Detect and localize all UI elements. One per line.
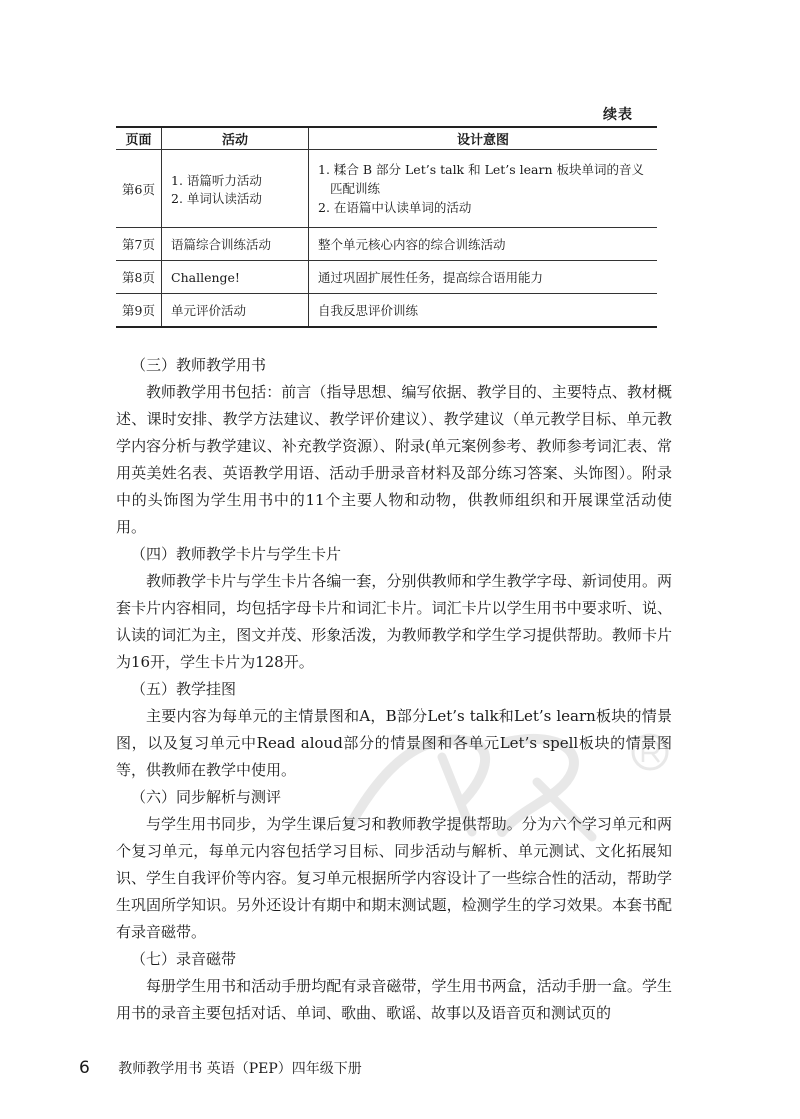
table-row <box>116 261 657 294</box>
activity-design-table <box>116 126 657 328</box>
section-paragraph: 与学生用书同步，为学生课后复习和教师教学提供帮助。分为六个学习单元和两个复习单元，每单元内容包括学习目标、同步活动与解析、单元测试、文化拓展知识、学生自我评价等内容。复习单元根据所学内容设计了一些综合性的活动，帮助学生巩固所学知识。另外还设计有期中和期末测试题，检测学生的学习效果。本套书配有录音磁带。 <box>116 815 672 941</box>
page-footer <box>79 1058 362 1078</box>
header-design-intent: 设计意图 <box>309 127 658 150</box>
activity-line: 1. 语篇听力活动 <box>171 172 262 188</box>
header-activity: 活动 <box>162 127 309 150</box>
section-paragraph: 教师教学卡片与学生卡片各编一套，分别供教师和学生教学字母、新词使用。两套卡片内容相同，均包括字母卡片和词汇卡片。词汇卡片以学生用书中要求听、说、认读的词汇为主，图文并茂、形象活泼，为教师教学和学生学习提供帮助。教师卡片为16开，学生卡片为128开。 <box>116 572 672 671</box>
intent-cell: 自我反思评价训练 <box>309 294 658 328</box>
body-content <box>116 352 672 1027</box>
activity-cell: 语篇综合训练活动 <box>162 228 309 261</box>
section-paragraph: 每册学生用书和活动手册均配有录音磁带，学生用书两盒，活动手册一盒。学生用书的录音主要包括对话、单词、歌曲、歌谣、故事以及语音页和测试页的 <box>116 977 672 1022</box>
section-heading-teacher-book: （三）教师教学用书 <box>131 356 267 374</box>
header-page: 页面 <box>116 127 162 150</box>
section-paragraph: 教师教学用书包括：前言（指导思想、编写依据、教学目的、主要特点、教材概述、课时安排、教学方法建议、教学评价建议）、教学建议（单元教学目标、单元教学内容分析与教学建议、补充教学资源）、附录(单元案例参考、教师参考词汇表、常用英美姓名表、英语教学用语、活动手册录音材料及部分练习答案、头饰图）。附录中的头饰图为学生用书中的11个主要人物和动物，供教师组织和开展课堂活动使用。 <box>116 383 672 536</box>
continued-table-label: 续表 <box>603 107 633 123</box>
table-row <box>116 294 657 328</box>
intent-line: 1. 糅合 B 部分 Let’s talk 和 Let’s learn 板块单词的音义匹配训练 <box>318 162 645 196</box>
page-number: 6 <box>79 1058 90 1078</box>
table-row <box>116 150 657 228</box>
intent-cell: 通过巩固扩展性任务，提高综合语用能力 <box>309 261 658 294</box>
section-heading-wall-charts: （五）教学挂图 <box>131 680 237 698</box>
section-heading-tapes: （七）录音磁带 <box>131 950 237 968</box>
section-heading-cards: （四）教师教学卡片与学生卡片 <box>131 545 342 563</box>
table-row <box>116 228 657 261</box>
page-cell: 第8页 <box>116 261 162 294</box>
activity-line: 2. 单词认读活动 <box>171 190 262 206</box>
table-header-row <box>116 127 657 150</box>
intent-cell: 整个单元核心内容的综合训练活动 <box>309 228 658 261</box>
intent-cell <box>309 150 658 228</box>
page-cell: 第7页 <box>116 228 162 261</box>
activity-cell: 单元评价活动 <box>162 294 309 328</box>
page-cell: 第9页 <box>116 294 162 328</box>
activity-cell <box>162 150 309 228</box>
page-cell: 第6页 <box>116 150 162 228</box>
intent-line: 2. 在语篇中认读单词的活动 <box>318 200 472 215</box>
section-heading-sync-analysis: （六）同步解析与测评 <box>131 788 282 806</box>
book-title: 教师教学用书 英语（PEP）四年级下册 <box>118 1061 362 1077</box>
section-paragraph: 主要内容为每单元的主情景图和A，B部分Let’s talk和Let’s learn板块的情景图，以及复习单元中Read aloud部分的情景图和各单元Let’s spell板块的情景图等，供教师在教学中使用。 <box>116 707 672 779</box>
activity-cell: Challenge! <box>162 261 309 294</box>
